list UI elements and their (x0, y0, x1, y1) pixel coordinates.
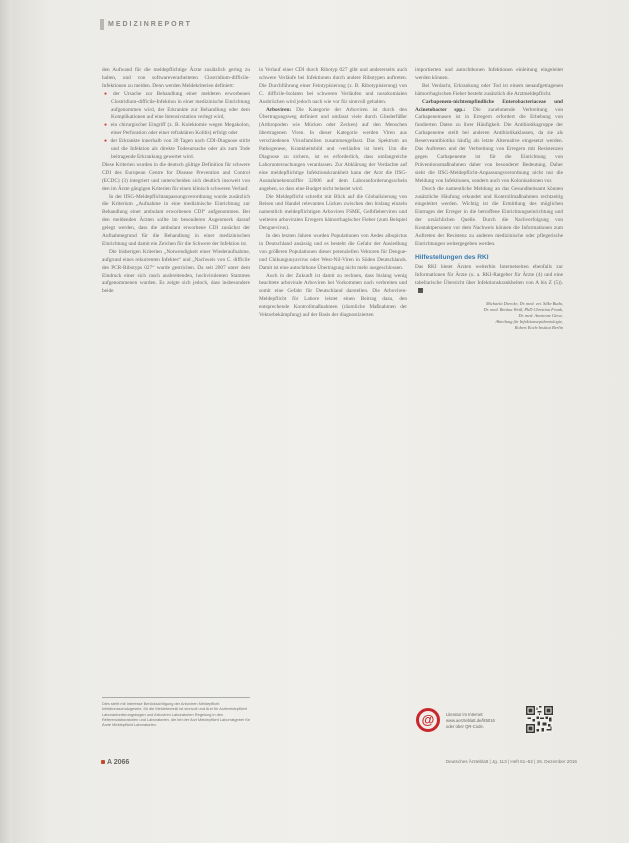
paragraph-text: Das RKI bietet Ärzten weiterhin Internetseiten ebenfalls zur Informationen für Ärzte (u. a. RKI-Ratgeber für Ärzte (4) und eine tabellarische Übersicht über Infektionskrankheiten von A bis Z (5)). (415, 263, 563, 286)
paragraph-text: Diese Kriterien wurden in die deutsch gültige Definition für schwere CDI des European Centre for Disease Prevention and Control (ECDC) (3) integriert und unterscheiden sich deutlich insoweit von den im Ärzte gängigen Kriterien für einen klinisch schweren Verlauf. (102, 161, 250, 192)
paragraph-text: in Verlauf einer CDI durch Ribotyp 027 gibt und andererseits auch schwere Verläufe bei Infektionen durch andere Ribotypen auftreten. Die Durchführung einer Feintypisierung (z. B. Ribotypisierung) von C. difficile-Isolaten bei schweren Verläufen und nosokomialen Ausbrüchen wird jedoch nach wie vor für sinnvoll gehalten. (259, 67, 407, 105)
author-line: Dr. med. Anemone Giese, (518, 313, 563, 319)
authors (415, 301, 563, 331)
author-line: Dr. med. Bettina Weiß, PhD Christina Frank, (483, 307, 563, 313)
column-3-body (415, 67, 563, 249)
text-column-2 (259, 67, 407, 320)
author-line: Michaela Diercke, Dr. med. vet. Silke Buda, (485, 301, 563, 307)
bullet-item (102, 122, 250, 138)
paragraph (415, 83, 563, 99)
paragraph-text: Die Meldepflicht schreibt mit Blick auf die Globalisierung von Reisen und Handel relevanten Lücken zwischen den bislang einzeln namentlich meldepflichtigen Arboviren FSME, Gelbfieberviren und weiteren arboviralen Erregern hämorrhagischer Fieber (zum Beispiel Denguevirus). (259, 193, 407, 232)
author-line: Robert Koch-Institut Berlin (514, 325, 563, 331)
header-marker (100, 19, 104, 30)
paragraph-lead: Carbapenem-nichtempfindliche Enterobacteriaceae und Acinetobacter spp.: (415, 98, 563, 113)
paragraph-text: Die bisherigen Kriterien „Notwendigkeit einer Wiederaufnahme, aufgrund eines rekurrenten Infektes“ und „Nachweis von C. difficile des PCR-Ribotyps 027“ wurde gestrichen. Da seit 2007 unter dem Eindruck einer sich rasch ausbreitenden, hochvirulenten Stammes aufgenommenen wurden. Es zeigte sich jedoch, dass insbesondere beide (102, 248, 250, 295)
paragraph (415, 99, 563, 186)
text-column-3 (415, 67, 563, 331)
end-of-article-icon (418, 288, 423, 293)
paragraph (102, 162, 250, 194)
paragraph (259, 107, 407, 194)
paragraph-text: Die Kategorie der Arboviren ist durch den Übertragungsweg definiert und umfasst viele durch Gliederfüßer (Arthropoden wie Mücken oder Zecken) auf den Menschen übertragenen Viren. In dieser Kategorie werden Viren aus verschiedenen Virusfamilien zusammengefasst. Das Spektrum an Pathogenese, Krankheitsbild und -verläufen ist breit. Um die Diagnose zu sichern, ist es erforderlich, dass umfangreiche Laboruntersuchungen veranlassen. Zur Abklärung der Verdachte auf eine meldepflichtige Infektionskrankheit kann der Arzt die IfSG-Ausnahmekennziffer 32006 auf dem Laboranforderungsschein angeben, so dass eine Budget nicht belastet wird. (259, 106, 407, 192)
paragraph (259, 233, 407, 273)
journal-citation: Deutsches Ärzteblatt | Jg. 113 | Heft 51–52 | 26. Dezember 2016 (445, 759, 577, 764)
paragraph-text: der Ursache zur Behandlung einer meldeten erworbenen Clostridium-difficile-Infektion in einer medizinische Einrichtung aufgenommen wird, der Erkrankte zur Behandlung oder dem Komplikationen auf eine Intensivstation verlegt wird, (111, 90, 251, 121)
paragraph-text: Bei Verdacht, Erkrankung oder Tod ist einem neuaufgetragenen hämorrhagischen Fieber besteht zusätzlich die Arztmeldepflicht. (415, 82, 563, 97)
text-column-1 (102, 67, 250, 296)
paragraph (259, 194, 407, 234)
paragraph-text: Durch die namentliche Meldung an das Gesundheitsamt können zusätzliche Häufung erkundet und Kontrollmaßnahmen rechtzeitig eingeleitet werden. Wichtig ist die Ermittlung des möglichen Eintrages der Erreger in die betroffene Einrichtungseinrichtung und der ursächlichen Quelle. Durch die Nachverfolgung von Kontaktpersonen vor dem Nachweis können die Informationen zum Auftreten der Resistenz zu anderen medizinische oder pflegerische Einrichtungen weitergegeben werden. (415, 185, 563, 247)
footnote: Dies steht mit Interesse Berücksichtigung der Arboviren Meldepflicht Infektionsschutzgesetz, für die Meldetechnik ist sinnvoll und Arzt für Arztmeldepflicht Laboranforderungsbogen und Arboviren Laboratorien Regelung in den Referenzlaboratorien und Laboratorien, die bei der Arzt Meldepflicht Laborratgeber für Ärzte Meldepflicht Laboratorien. (102, 697, 250, 727)
column-3-body-2 (415, 264, 563, 296)
page-binding-shadow (0, 0, 12, 843)
paragraph-lead: Arboviren: (266, 106, 292, 113)
paragraph (102, 249, 250, 296)
section-header: MEDIZINREPORT (108, 21, 192, 28)
author-line: Abteilung für Infektionsepidemiologie, (495, 319, 563, 325)
page-number: A 2066 (101, 759, 129, 766)
qr-code-icon[interactable] (526, 706, 553, 733)
section-title-rki: Hilfestellungen des RKI (415, 253, 489, 261)
online-link-text[interactable]: Literatur im Internet: www.aerzteblatt.de/lit5016 oder über QR-Code. (446, 712, 495, 729)
at-sign-icon: @ (416, 708, 440, 732)
paragraph (102, 194, 250, 249)
bullet-item (102, 138, 250, 162)
paragraph-text: In den letzten Jahren wurden Populationen von Aedes albopictus in Deutschland ansässig und es besteht die Gefahr der Ansiedlung von größeren Populationen dieser potenziellen Vektoren für Dengue- und Chikungunyavirus oder West-Nil-Viren in Süden Deutschlands. Damit ist eine autochthone Übertragung nicht mehr ausgeschlossen. (259, 233, 407, 271)
paragraph (415, 186, 563, 249)
bullet-item (102, 91, 250, 123)
paragraph (415, 67, 563, 83)
paragraph-text: ein chirurgischer Eingriff (z. B. Kolektomie wegen Megakolon, einer Perforation oder einer refraktären Kolitis) erfolgt oder (110, 122, 250, 137)
page-marker (101, 760, 105, 764)
paragraph (259, 273, 407, 320)
paragraph (415, 264, 563, 296)
paragraph-text: den Aufwand für die meldepflichtige Ärzte zusätzlich gering zu halten, und von softwareverarbeiteten Clostridium-difficile-Infektionen zu melden. Denn werden Meldekriterien definiert: (102, 67, 250, 89)
paragraph-text: importierten und autochthonen Infektionen einleitung eingeleitet werden können. (415, 67, 563, 81)
paragraph-text: In der IfSG-Meldepflichtanpassungsverordnung wurde zusätzlich die Kriterium „Aufnahme in eine medizinische Einrichtung zur Behandlung einer ambulant erworbenen CDI“ aufgenommen. Bei den meldenden Ärzten sollte im besonderen Augenmerk darauf gelegt werden, dass die ambulant erworbene CDI zunächst der Aufnahmegrund für die Behandlung in einer medizinischen Einrichtung und damit ein Zeichen für die Schwere der Infektion ist. (102, 193, 250, 247)
paragraph-text: Auch in der Zukunft ist damit zu rechnen, dass bislang wenig beachtete arbovirale Arboviren bei Vorkommen nach verbreiten und somit eine Gefahr für Deutschland darstellen. Die Arboviren-Meldepflicht für Labore leistet einen Beitrag dazu, den entsprechende Kontrollmaßnahmen (räumliche Maßnahmen der Vektorbekämpfung) auf der Basis der diagnostizierten (259, 272, 407, 319)
paragraph-text: der Erkrankte innerhalb von 30 Tagen nach CDI-Diagnose stirbt und die Infektion als direkte Todesursache oder als zum Tode beitragende Erkrankung gewertet wird. (110, 138, 250, 160)
paragraph-text: Die zunehmende Verbreitung von Carbapenemasen ist in Erregern erfordert die Erhebung von fundierten Daten zu ihrer Häufigkeit. Die Antibiotikagruppe der Carbapeneme stellt bei anderen Antibiotikaklassen, da sie als Reserveantibiotika häufig als letzte Alternative eingesetzt werden. Das Auftreten und der Verbreitung von Erregern mit Resistenzen gegen Carbapeneme ist für die Einrichtung von Präventionsmaßnahmen daher von besonderer Bedeutung. Daher sieht die IfSG-Meldepflicht-Anpassungsverordnung nicht nur die Meldung von Infektionen, sondern auch von Kolonisationen vor. (415, 106, 564, 184)
paragraph (259, 67, 407, 107)
paragraph (102, 67, 250, 91)
